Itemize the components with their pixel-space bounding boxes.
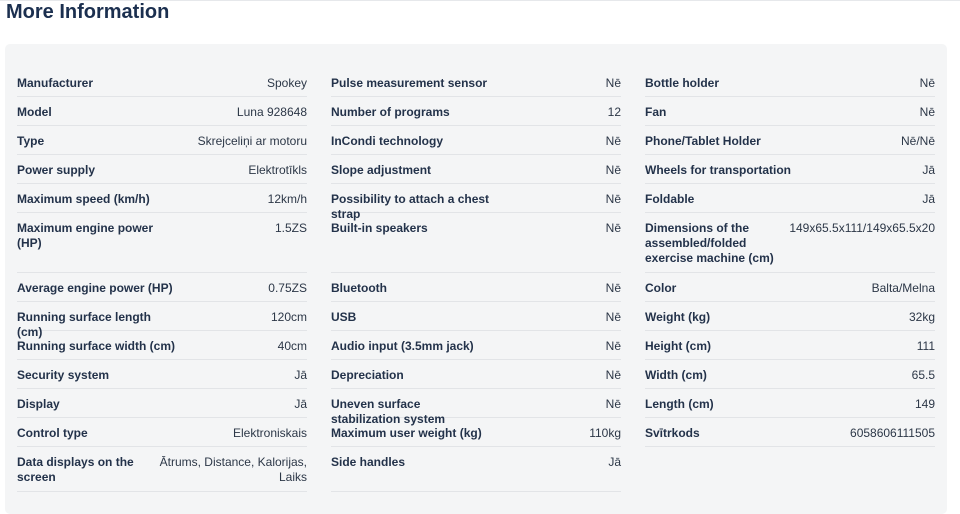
spec-label: Depreciation [331,368,404,382]
spec-row [645,68,935,97]
spec-row [17,389,307,418]
spec-row [17,213,307,273]
spec-label: Fan [645,105,667,119]
spec-value: Jā [922,163,935,177]
spec-value: Nē [605,163,621,177]
spec-label: Type [17,134,45,148]
spec-label: Color [645,281,677,295]
spec-value: Nē [605,281,621,295]
spec-value: Elektroniskais [232,426,307,440]
spec-label: Built-in speakers [331,221,428,235]
spec-value: 110kg [589,426,621,440]
spec-label: Wheels for transportation [645,163,792,177]
spec-row [645,97,935,126]
spec-row [645,213,935,273]
spec-label: InCondi technology [331,134,443,148]
spec-label: USB [331,310,357,324]
spec-label: Power supply [17,163,96,177]
spec-label: Model [17,105,52,119]
spec-value: 120cm [270,310,307,324]
spec-value: 6058606111505 [850,426,935,440]
spec-label: Length (cm) [645,397,714,411]
spec-label: Uneven surface stabilization system [331,397,446,426]
spec-row [645,302,935,331]
spec-value: 12 [607,105,621,119]
spec-value: Ātrums, Distance, Kalorijas, Laiks [159,455,307,484]
spec-value: 65.5 [911,368,935,382]
spec-row [331,389,621,426]
spec-row [17,155,307,184]
spec-row [645,184,935,213]
spec-row [17,97,307,126]
spec-row [645,360,935,389]
spec-value: 0.75ZS [268,281,307,295]
spec-value: Jā [294,368,307,382]
spec-row [331,273,621,302]
spec-value: Nē [605,310,621,324]
spec-row [331,184,621,221]
spec-value: Nē [605,397,621,411]
spec-label: Maximum speed (km/h) [17,192,150,206]
spec-value: Skrejceliņi ar motoru [197,134,307,148]
spec-value: Nē [605,339,621,353]
spec-value: 1.5ZS [274,221,307,235]
spec-label: Possibility to attach a chest strap [331,192,490,221]
spec-value: Elektrotīkls [248,163,307,177]
spec-value: 111 [916,339,935,353]
spec-row [331,155,621,184]
spec-row [645,273,935,302]
spec-row [645,418,935,447]
spec-label: Width (cm) [645,368,707,382]
spec-label: Bottle holder [645,76,719,90]
page-title: More Information [6,1,170,23]
spec-value: Jā [922,192,935,206]
specs-column-3 [645,68,935,447]
spec-value: Nē/Nē [900,134,935,148]
spec-row [17,68,307,97]
spec-label: Pulse measurement sensor [331,76,488,90]
specs-column-1 [17,68,307,492]
spec-label: Display [17,397,60,411]
spec-label: Maximum user weight (kg) [331,426,482,440]
spec-row [17,447,307,492]
spec-label: Svītrkods [645,426,700,440]
spec-row [331,302,621,331]
spec-label: Slope adjustment [331,163,432,177]
spec-label: Weight (kg) [645,310,711,324]
spec-row [331,213,621,273]
spec-label: Foldable [645,192,695,206]
spec-label: Running surface width (cm) [17,339,176,353]
spec-label: Height (cm) [645,339,711,353]
spec-label: Running surface length (cm) [17,310,152,339]
spec-label: Side handles [331,455,406,469]
spec-row [331,97,621,126]
spec-value: 32kg [908,310,935,324]
spec-row [331,68,621,97]
spec-row [645,126,935,155]
spec-label: Phone/Tablet Holder [645,134,761,148]
spec-value: Jā [294,397,307,411]
spec-row [645,155,935,184]
spec-row [17,273,307,302]
spec-value: Balta/Melna [871,281,935,295]
spec-label: Manufacturer [17,76,94,90]
spec-value: Nē [919,76,935,90]
spec-label: Bluetooth [331,281,387,295]
spec-value: Spokey [266,76,307,90]
spec-row [331,360,621,389]
specs-column-2 [331,68,621,492]
spec-value: 12km/h [267,192,307,206]
spec-row [17,126,307,155]
spec-value: Nē [605,192,621,206]
spec-label: Average engine power (HP) [17,281,173,295]
spec-label: Data displays on the screen [17,455,134,484]
spec-value: Nē [605,221,621,235]
spec-value: 40cm [277,339,307,353]
spec-value: Luna 928648 [236,105,307,119]
spec-label: Security system [17,368,110,382]
spec-value: Nē [605,76,621,90]
spec-value: Nē [605,368,621,382]
spec-row [17,302,307,339]
spec-value: Jā [608,455,621,469]
spec-value: Nē [605,134,621,148]
spec-row [17,360,307,389]
spec-value: Nē [919,105,935,119]
spec-label: Control type [17,426,88,440]
spec-row [331,126,621,155]
spec-row [331,331,621,360]
spec-row [645,331,935,360]
spec-label: Maximum engine power (HP) [17,221,154,250]
spec-row [331,447,621,492]
spec-row [17,418,307,447]
spec-label: Number of programs [331,105,450,119]
spec-row [17,184,307,213]
spec-label: Audio input (3.5mm jack) [331,339,474,353]
spec-value: 149x65.5x111/149x65.5x20 [789,221,935,235]
spec-value: 149 [914,397,935,411]
spec-row [645,389,935,418]
spec-label: Dimensions of the assembled/folded exercise machine (cm) [645,221,774,265]
